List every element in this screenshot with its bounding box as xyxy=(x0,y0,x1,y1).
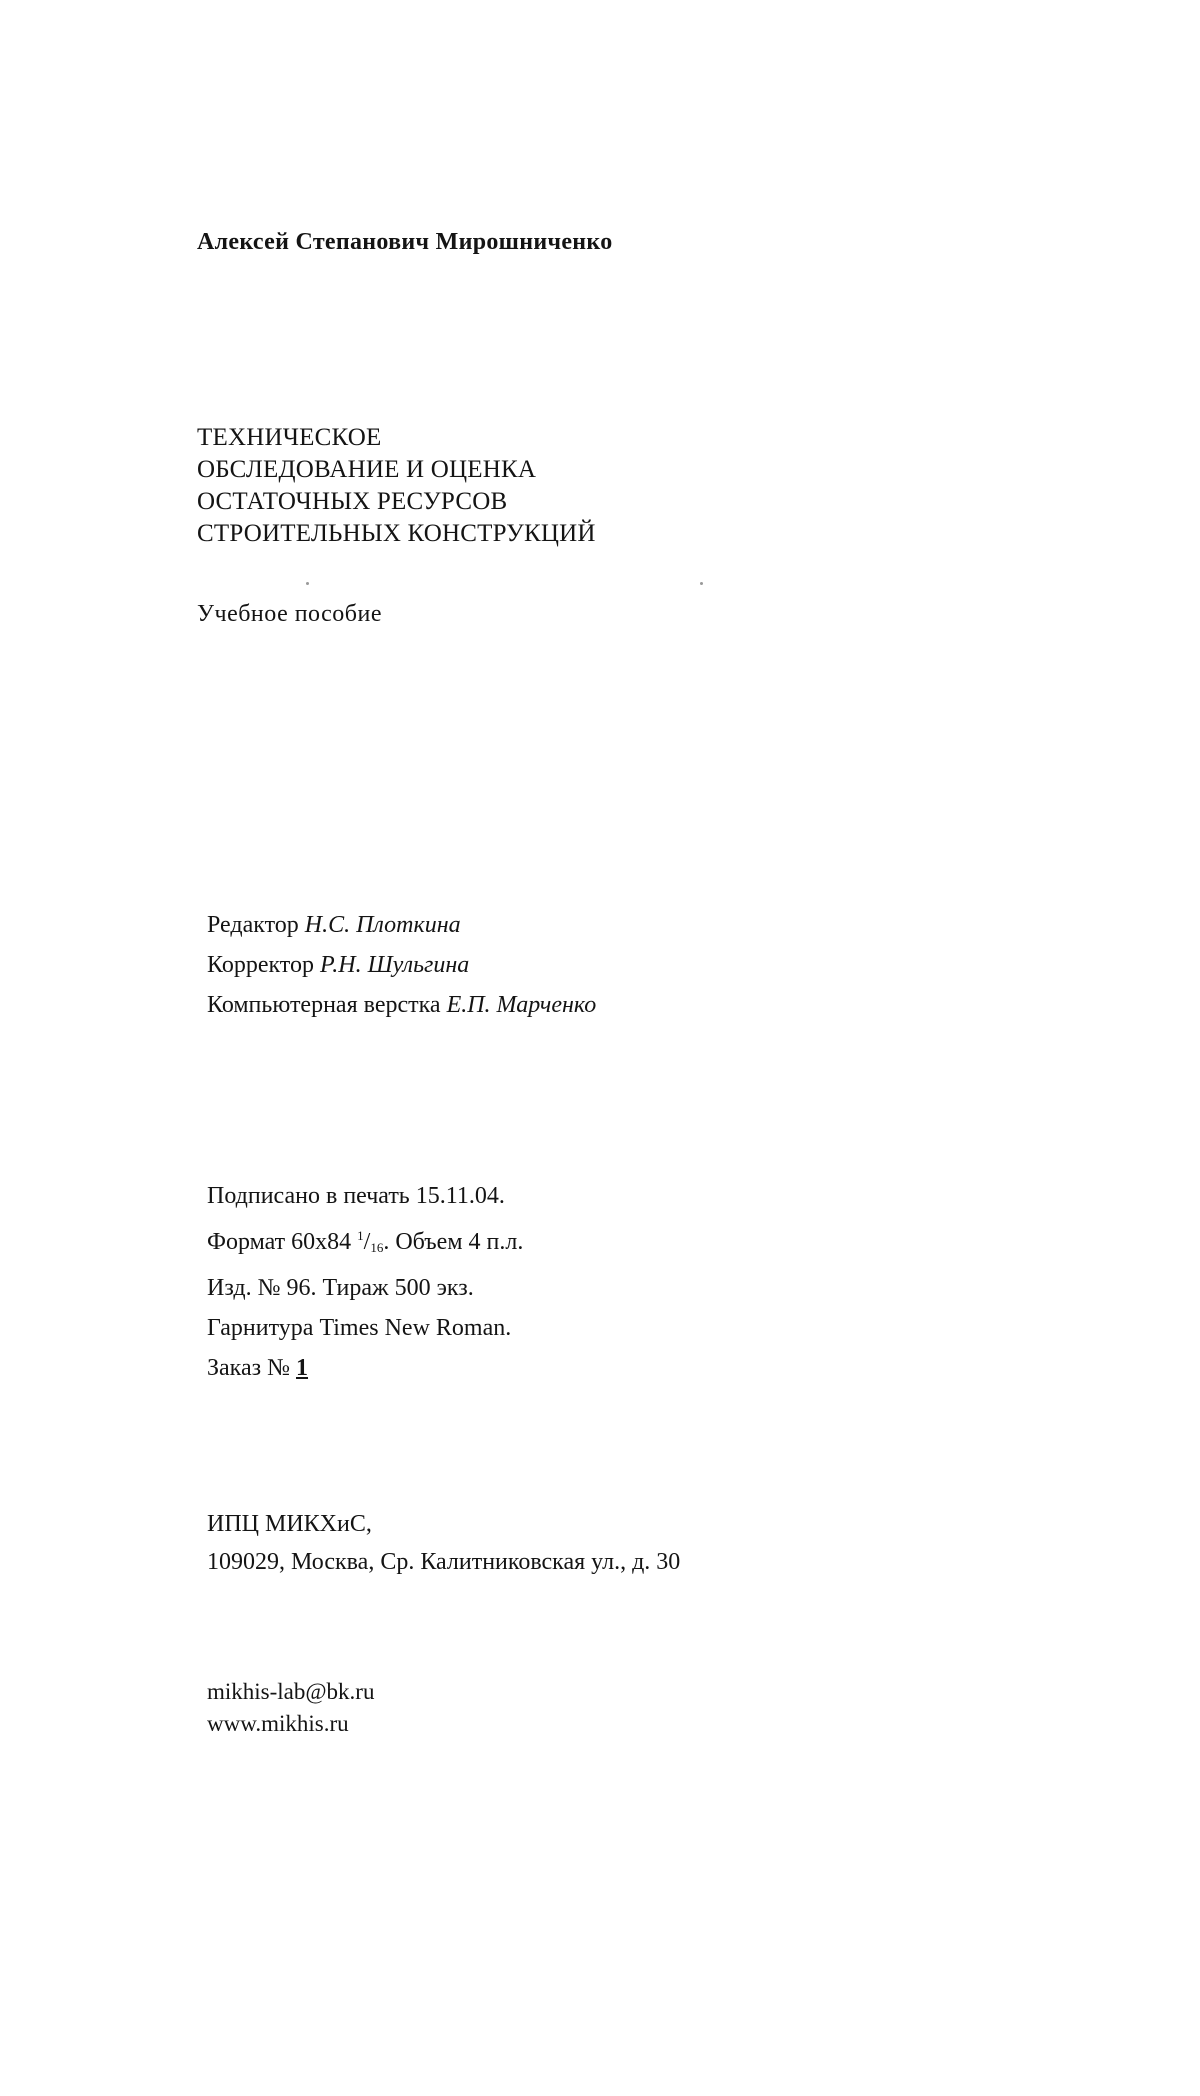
title-line: ОБСЛЕДОВАНИЕ И ОЦЕНКА xyxy=(197,456,537,483)
scan-speck xyxy=(700,582,703,585)
order-line xyxy=(207,1348,523,1388)
order-label: Заказ № xyxy=(207,1355,291,1381)
order-number: 1 xyxy=(296,1355,309,1381)
typeface-line: Гарнитура Times New Roman. xyxy=(207,1315,512,1341)
format-prefix: Формат 60х84 xyxy=(207,1229,352,1255)
credit-role: Компьютерная верстка xyxy=(207,992,441,1018)
contact-email[interactable]: mikhis-lab@bk.ru xyxy=(207,1679,375,1704)
format-line xyxy=(207,1216,523,1268)
format-denominator: 16 xyxy=(370,1240,384,1255)
book-title xyxy=(197,422,596,550)
credit-role: Редактор xyxy=(207,912,299,938)
credit-person: Н.С. Плоткина xyxy=(304,912,461,938)
publisher-name: ИПЦ МИКХиС, xyxy=(207,1511,372,1537)
credit-person: Е.П. Марченко xyxy=(446,992,597,1018)
format-numerator: 1 xyxy=(357,1228,364,1243)
contact-website[interactable]: www.mikhis.ru xyxy=(207,1711,349,1736)
credit-person: Р.Н. Шульгина xyxy=(319,952,470,978)
edition-line: Изд. № 96. Тираж 500 экз. xyxy=(207,1275,474,1301)
publisher-block xyxy=(207,1505,680,1581)
credit-role: Корректор xyxy=(207,952,314,978)
format-slash: / xyxy=(363,1229,371,1255)
publisher-address: 109029, Москва, Ср. Калитниковская ул., д. 30 xyxy=(207,1549,681,1575)
title-line: ТЕХНИЧЕСКОЕ xyxy=(197,424,382,451)
scan-speck xyxy=(306,582,309,585)
contacts-block xyxy=(207,1676,374,1740)
title-line: СТРОИТЕЛЬНЫХ КОНСТРУКЦИЙ xyxy=(197,520,596,547)
title-line: ОСТАТОЧНЫХ РЕСУРСОВ xyxy=(197,488,508,515)
print-details xyxy=(207,1176,523,1388)
signed-date: Подписано в печать 15.11.04. xyxy=(207,1183,505,1209)
author-name: Алексей Степанович Мирошниченко xyxy=(197,229,613,255)
format-suffix: . Объем 4 п.л. xyxy=(383,1229,524,1255)
credit-proofreader xyxy=(207,945,596,985)
credit-editor xyxy=(207,905,596,945)
credits-list xyxy=(207,905,596,1025)
credit-layout xyxy=(207,985,596,1025)
book-subtitle: Учебное пособие xyxy=(197,601,383,627)
